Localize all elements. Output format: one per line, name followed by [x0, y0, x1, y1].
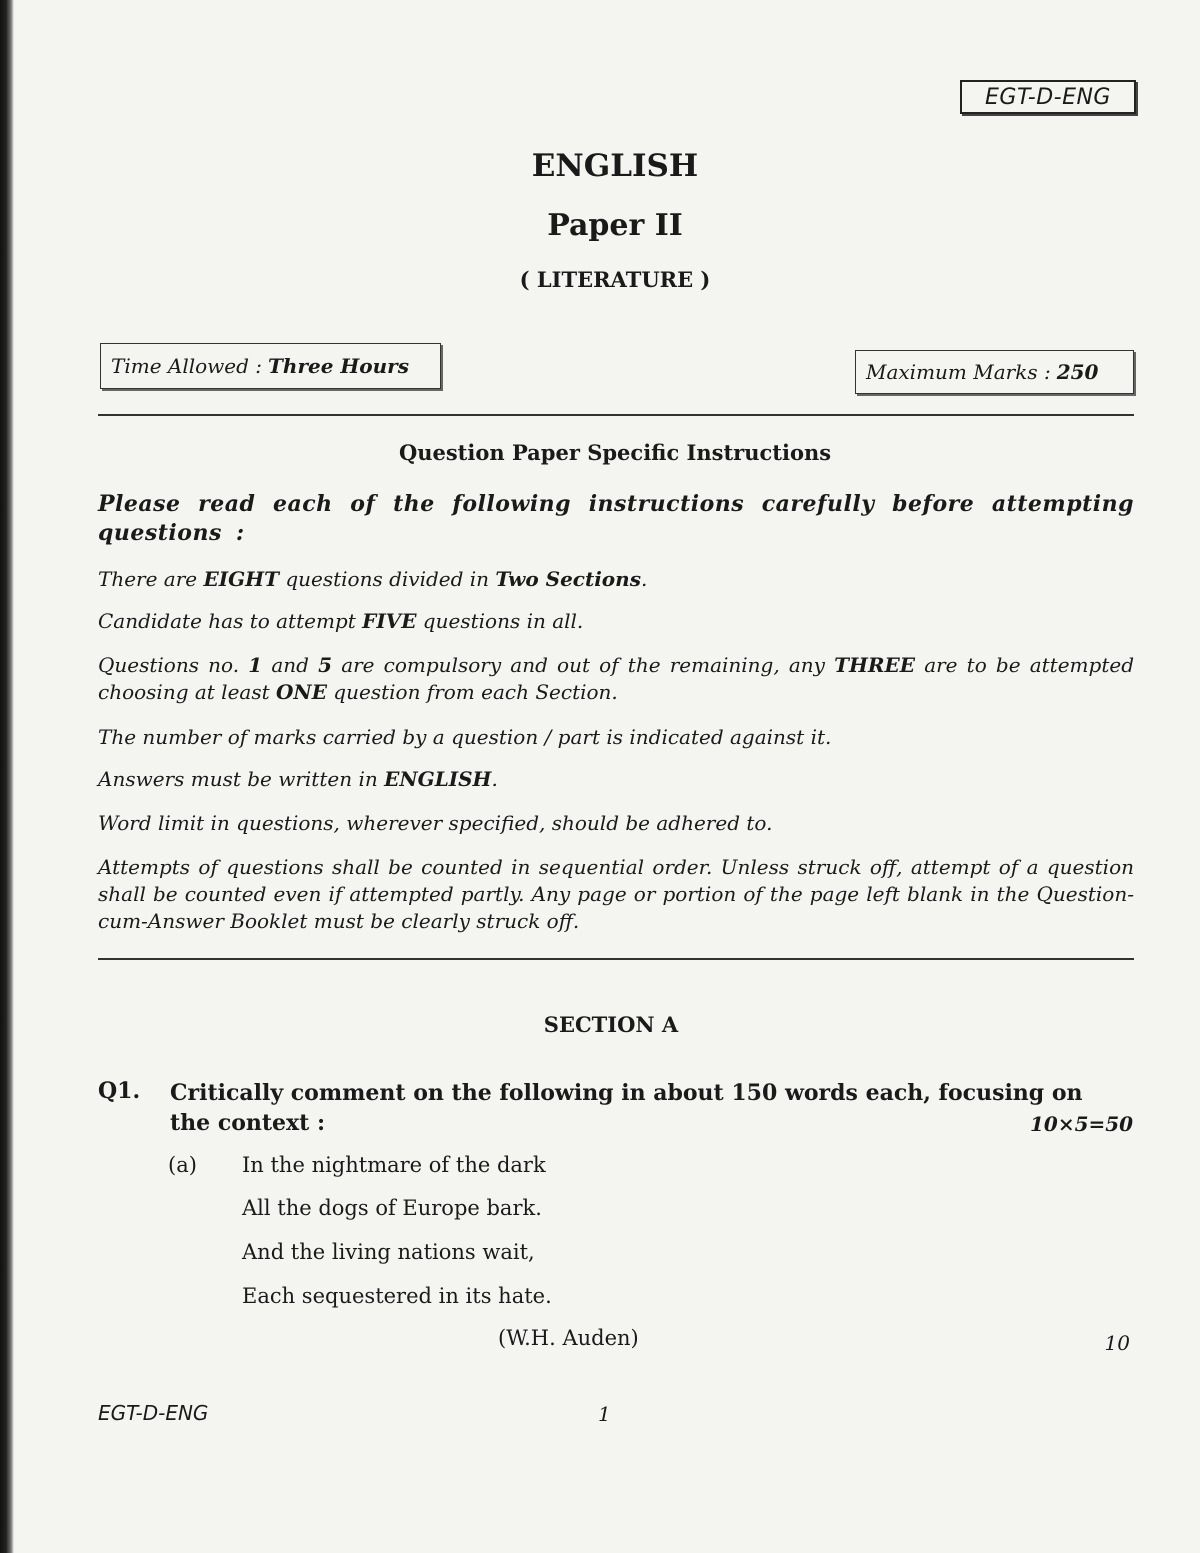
maximum-marks-box [855, 350, 1134, 394]
poem-line: All the dogs of Europe bark. [242, 1196, 542, 1220]
poem-line: In the nightmare of the dark [242, 1153, 546, 1177]
section-heading: SECTION A [543, 1012, 679, 1037]
maximum-marks-value: 250 [1056, 360, 1099, 384]
divider-bottom [98, 958, 1134, 960]
instructions-heading: Question Paper Specific Instructions [398, 440, 832, 465]
time-allowed-value: Three Hours [268, 354, 409, 378]
instructions-lead: Please read each of the following instructions carefully before attempting questions : [98, 491, 1134, 546]
paper-subtitle: Paper II [547, 208, 683, 243]
instruction-item: Answers must be written in ENGLISH. [98, 767, 498, 791]
page-title: ENGLISH [531, 148, 699, 184]
maximum-marks-label: Maximum Marks : [866, 360, 1051, 384]
part-label: (a) [168, 1153, 197, 1177]
page-number: 1 [598, 1402, 611, 1426]
question-number: Q1. [98, 1078, 141, 1104]
paper-code-box: EGT-D-ENG [960, 80, 1136, 114]
subject-label: ( LITERATURE ) [519, 267, 711, 292]
poem-author: (W.H. Auden) [498, 1326, 639, 1350]
footer-paper-code: EGT-D-ENG [98, 1401, 209, 1425]
instruction-item: Questions no. 1 and 5 are compulsory and out of the remaining, any THREE are to be attempted choosing at least ONE question from each Section. [98, 653, 1134, 704]
poem-line: Each sequestered in its hate. [242, 1284, 552, 1308]
part-marks: 10 [1104, 1331, 1130, 1355]
instruction-item: Attempts of questions shall be counted in sequential order. Unless struck off, attempt of a question shall be counted even if attempted partly. Any page or portion of the page left blank in the Question-cum-Answer Booklet must be clearly struck off. [98, 855, 1134, 933]
poem-line: And the living nations wait, [242, 1240, 535, 1264]
instruction-item: Word limit in questions, wherever specified, should be adhered to. [98, 811, 773, 835]
instruction-item: The number of marks carried by a question / part is indicated against it. [98, 725, 832, 749]
instruction-item: Candidate has to attempt FIVE questions in all. [98, 609, 584, 633]
time-allowed-label: Time Allowed : [111, 354, 263, 378]
divider-top [98, 414, 1134, 416]
question-text: Critically comment on the following in about 150 words each, focusing on the context : [170, 1080, 1083, 1136]
instruction-item: There are EIGHT questions divided in Two Sections. [98, 567, 648, 591]
time-allowed-box [100, 343, 441, 389]
question-marks: 10×5=50 [1030, 1112, 1134, 1136]
